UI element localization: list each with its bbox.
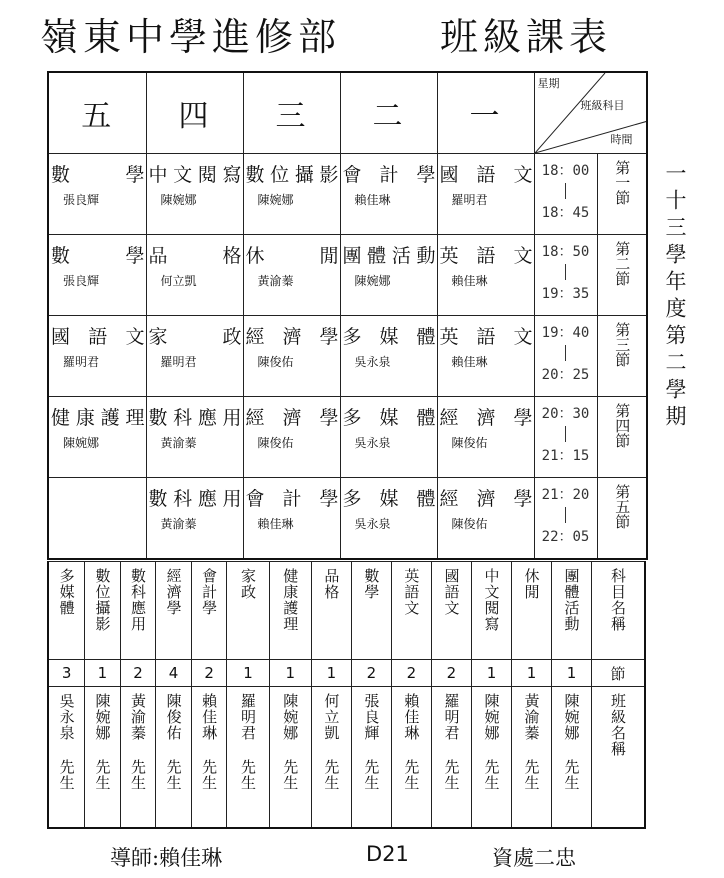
subject-char: 計: [379, 164, 399, 186]
teacher-name: 陳婉娜: [354, 274, 391, 288]
course-teacher: 何立凱: [322, 693, 341, 741]
summary-periods-cell: 1: [551, 660, 591, 687]
subject-char: 科: [173, 407, 193, 429]
course-name: 中文閱寫: [482, 568, 501, 632]
summary-teacher-cell: [85, 687, 121, 829]
summary-subject-cell: [551, 562, 591, 660]
subject-char: 媒: [379, 326, 399, 348]
subject-name: [49, 397, 146, 430]
honorific: 先生: [57, 759, 76, 791]
class-name: 資處二忠: [492, 846, 576, 870]
subject-char: 學: [125, 245, 145, 267]
summary-subject-cell: [351, 562, 391, 660]
course-name: 國語文: [442, 568, 461, 616]
period-row: [48, 154, 647, 235]
subject-char: 健: [51, 407, 71, 429]
teacher-name: 賴佳琳: [354, 193, 391, 207]
schedule-cell: [437, 478, 534, 560]
subject-char: 體: [416, 326, 436, 348]
course-teacher: 吳永泉: [57, 693, 76, 741]
subject-name: [341, 478, 437, 511]
course-teacher: 陳婉娜: [281, 693, 300, 741]
subject-name: [244, 316, 340, 349]
teacher-name: 陳婉娜: [63, 436, 100, 450]
summary-periods-cell: 1: [511, 660, 551, 687]
course-teacher: 陳婉娜: [93, 693, 112, 741]
period-label: 第二節: [613, 241, 632, 286]
subject-char: 濟: [282, 326, 302, 348]
subject-char: 學: [319, 326, 339, 348]
header-row: [48, 72, 647, 154]
teacher-name: 陳俊佑: [451, 436, 488, 450]
subject-char: 科: [173, 488, 193, 510]
subject-name: [438, 397, 534, 430]
period-row: [48, 316, 647, 397]
summary-periods-cell: 1: [471, 660, 511, 687]
class-code: D21: [366, 842, 409, 866]
schedule-cell: [437, 154, 534, 235]
subject-char: 團: [342, 245, 362, 267]
subject-char: 數: [245, 164, 265, 186]
teacher-name: 吳永泉: [354, 436, 391, 450]
subject-name: [147, 316, 243, 349]
subject-char: 經: [245, 326, 265, 348]
summary-subject-cell: [511, 562, 551, 660]
subject-char: 媒: [379, 407, 399, 429]
subject-char: 英: [439, 326, 459, 348]
subject-char: 國: [439, 164, 459, 186]
honorific: 先生: [562, 759, 581, 791]
start-time: 18：00: [541, 163, 590, 179]
subject-char: 政: [222, 326, 242, 348]
subject-char: 語: [476, 164, 496, 186]
summary-periods-cell: 1: [227, 660, 269, 687]
subject-char: 活: [391, 245, 411, 267]
period-row: [48, 397, 647, 478]
period-cell: [597, 316, 647, 397]
time-cell: [534, 154, 597, 235]
course-summary-table: [47, 561, 646, 829]
course-name: 經濟學: [164, 568, 183, 616]
subject-char: 體: [416, 407, 436, 429]
subject-name: [147, 397, 243, 430]
summary-periods-cell: 2: [351, 660, 391, 687]
period-cell: [597, 397, 647, 478]
time-cell: [534, 478, 597, 560]
schedule-cell: [48, 478, 146, 560]
subject-name: [341, 316, 437, 349]
day-label: 三: [275, 99, 308, 134]
summary-subject-cell: [191, 562, 227, 660]
course-teacher: 陳俊佑: [164, 693, 183, 741]
summary-teacher-cell: [120, 687, 156, 829]
course-teacher: 羅明君: [442, 693, 461, 741]
day-header: [437, 72, 534, 154]
subject-char: 學: [319, 407, 339, 429]
document-title: 班級課表: [440, 15, 613, 59]
start-time: 21：20: [541, 487, 590, 503]
summary-periods-cell: 2: [120, 660, 156, 687]
subject-char: 媒: [379, 488, 399, 510]
subject-char: 會: [342, 164, 362, 186]
subject-char: 經: [245, 407, 265, 429]
subject-char: 學: [416, 164, 436, 186]
course-name: 數學: [362, 568, 381, 600]
course-name: 團體活動: [562, 568, 581, 632]
schedule-cell: [243, 478, 340, 560]
summary-periods-cell: 3: [48, 660, 85, 687]
subject-char: 用: [222, 488, 242, 510]
period-cell: [597, 154, 647, 235]
honorific: 先生: [362, 759, 381, 791]
teacher-name: [49, 484, 146, 488]
subject-char: 計: [282, 488, 302, 510]
teacher-name: 羅明君: [63, 355, 100, 369]
summary-periods-cell: 1: [311, 660, 351, 687]
time-separator: [565, 345, 566, 361]
summary-periods-cell: 1: [85, 660, 121, 687]
schedule-cell: [48, 154, 146, 235]
course-teacher: 羅明君: [239, 693, 258, 741]
subject-name: [244, 478, 340, 511]
subject-name: [147, 478, 243, 511]
subject-char: 用: [222, 407, 242, 429]
subject-name: [244, 235, 340, 268]
subject-char: 英: [439, 245, 459, 267]
summary-teacher-cell: [431, 687, 471, 829]
subject-char: 動: [416, 245, 436, 267]
summary-teacher-cell: [156, 687, 192, 829]
summary-periods-cell: 1: [269, 660, 311, 687]
schedule-cell: [146, 478, 243, 560]
schedule-cell: [340, 397, 437, 478]
summary-teacher-cell: [351, 687, 391, 829]
teacher-name: 張良輝: [63, 274, 100, 288]
schedule-cell: [48, 316, 146, 397]
subject-name: [49, 316, 146, 349]
honorific: 先生: [281, 759, 300, 791]
subject-char: 格: [222, 245, 242, 267]
schedule-cell: [437, 316, 534, 397]
subject-char: 濟: [476, 407, 496, 429]
summary-subject-cell: [431, 562, 471, 660]
summary-row-label: 節: [592, 660, 646, 687]
course-name: 英語文: [402, 568, 421, 616]
start-time: 20：30: [541, 406, 590, 422]
subject-name: [438, 478, 534, 511]
teacher-name: 張良輝: [63, 193, 100, 207]
course-name: 休閒: [522, 568, 541, 600]
subject-name: [341, 235, 437, 268]
subject-char: 濟: [476, 488, 496, 510]
course-name: 數科應用: [129, 568, 148, 632]
term-label: 一十三學年度第二學期: [663, 162, 687, 432]
day-label: 五: [81, 99, 114, 134]
subject-char: 品: [148, 245, 168, 267]
end-time: 19：35: [541, 286, 590, 302]
summary-subject-cell: [227, 562, 269, 660]
summary-periods-cell: 2: [431, 660, 471, 687]
summary-row-label: [592, 562, 646, 660]
school-title: 嶺東中學進修部: [40, 15, 342, 59]
subject-char: 體: [416, 488, 436, 510]
corner-time-label: 時間: [610, 133, 633, 146]
time-separator: [565, 264, 566, 280]
subject-char: 多: [342, 407, 362, 429]
period-label: 第三節: [613, 322, 632, 367]
subject-char: 語: [88, 326, 108, 348]
subject-char: 文: [173, 164, 193, 186]
honorific: 先生: [93, 759, 112, 791]
period-cell: [597, 478, 647, 560]
course-name: 健康護理: [281, 568, 300, 632]
subject-char: 多: [342, 488, 362, 510]
time-separator: [565, 507, 566, 523]
day-header: [340, 72, 437, 154]
day-header: [48, 72, 146, 154]
time-separator: [565, 183, 566, 199]
schedule-cell: [340, 478, 437, 560]
teacher-name: 吳永泉: [354, 517, 391, 531]
time-cell: [534, 235, 597, 316]
subject-char: 會: [245, 488, 265, 510]
course-teacher: 張良輝: [362, 693, 381, 741]
day-label: 四: [178, 99, 211, 134]
schedule-cell: [437, 235, 534, 316]
subject-name: [147, 154, 243, 187]
summary-periods-cell: 2: [391, 660, 431, 687]
subject-name: [341, 397, 437, 430]
summary-row: [48, 660, 645, 687]
honorific: 先生: [482, 759, 501, 791]
course-name: 數位攝影: [93, 568, 112, 632]
schedule-cell: [243, 154, 340, 235]
schedule-table: [47, 71, 648, 560]
summary-row: [48, 562, 645, 660]
schedule-cell: [146, 316, 243, 397]
teacher-name: 黃渝蓁: [160, 517, 197, 531]
subject-char: 文: [513, 245, 533, 267]
summary-periods-cell: 4: [156, 660, 192, 687]
row-label-text: 科目名稱: [609, 568, 627, 632]
summary-teacher-cell: [191, 687, 227, 829]
subject-char: 閱: [197, 164, 217, 186]
subject-name: [438, 235, 534, 268]
honorific: 先生: [164, 759, 183, 791]
honorific: 先生: [522, 759, 541, 791]
subject-char: 學: [513, 488, 533, 510]
start-time: 18：50: [541, 244, 590, 260]
subject-char: 體: [367, 245, 387, 267]
schedule-cell: [243, 316, 340, 397]
subject-char: 經: [439, 488, 459, 510]
subject-char: 休: [245, 245, 265, 267]
schedule-cell: [437, 397, 534, 478]
subject-char: 文: [513, 164, 533, 186]
schedule-cell: [146, 397, 243, 478]
subject-char: 攝: [294, 164, 314, 186]
summary-teacher-cell: [511, 687, 551, 829]
summary-teacher-cell: [311, 687, 351, 829]
corner-day-label: 星期: [537, 77, 560, 90]
honorific: 先生: [322, 759, 341, 791]
summary-subject-cell: [48, 562, 85, 660]
course-teacher: 黃渝蓁: [129, 693, 148, 741]
schedule-cell: [146, 235, 243, 316]
end-time: 21：15: [541, 448, 590, 464]
subject-char: 應: [197, 488, 217, 510]
subject-char: 中: [148, 164, 168, 186]
teacher-name: 黃渝蓁: [160, 436, 197, 450]
teacher-name: 陳俊佑: [257, 436, 294, 450]
summary-teacher-cell: [227, 687, 269, 829]
subject-char: 文: [513, 326, 533, 348]
summary-row: [48, 687, 645, 829]
period-label: 第四節: [613, 403, 632, 448]
subject-name: [49, 154, 146, 187]
time-separator: [565, 426, 566, 442]
subject-char: 濟: [282, 407, 302, 429]
schedule-cell: [243, 397, 340, 478]
course-name: 多媒體: [57, 568, 76, 616]
row-label-text: 班級名稱: [609, 693, 627, 757]
period-cell: [597, 235, 647, 316]
day-label: 二: [372, 99, 405, 134]
subject-char: 理: [125, 407, 145, 429]
course-teacher: 黃渝蓁: [522, 693, 541, 741]
subject-char: 學: [125, 164, 145, 186]
teacher-name: 陳婉娜: [257, 193, 294, 207]
time-cell: [534, 397, 597, 478]
period-row: [48, 235, 647, 316]
end-time: 20：25: [541, 367, 590, 383]
honorific: 先生: [200, 759, 219, 791]
summary-teacher-cell: [48, 687, 85, 829]
day-header: [243, 72, 340, 154]
teacher-name: 羅明君: [451, 193, 488, 207]
end-time: 22：05: [541, 529, 590, 545]
schedule-cell: [340, 316, 437, 397]
subject-char: 康: [75, 407, 95, 429]
subject-char: 國: [51, 326, 71, 348]
subject-char: 寫: [222, 164, 242, 186]
header-corner: [534, 72, 647, 154]
teacher-name: 陳俊佑: [451, 517, 488, 531]
subject-char: 影: [319, 164, 339, 186]
subject-name: [147, 235, 243, 268]
summary-teacher-cell: [471, 687, 511, 829]
teacher-name: 吳永泉: [354, 355, 391, 369]
subject-name: [438, 316, 534, 349]
schedule-cell: [340, 235, 437, 316]
period-label: 第五節: [613, 484, 632, 529]
subject-char: 數: [148, 488, 168, 510]
honorific: 先生: [239, 759, 258, 791]
subject-char: 應: [197, 407, 217, 429]
honorific: 先生: [442, 759, 461, 791]
summary-subject-cell: [156, 562, 192, 660]
teacher-name: 賴佳琳: [257, 517, 294, 531]
course-name: 品格: [322, 568, 341, 600]
course-teacher: 賴佳琳: [200, 693, 219, 741]
summary-subject-cell: [311, 562, 351, 660]
subject-name: [244, 154, 340, 187]
schedule-cell: [48, 397, 146, 478]
start-time: 19：40: [541, 325, 590, 341]
summary-periods-cell: 2: [191, 660, 227, 687]
summary-subject-cell: [269, 562, 311, 660]
subject-char: 學: [319, 488, 339, 510]
time-cell: [534, 316, 597, 397]
period-label: 第一節: [613, 160, 632, 205]
teacher-name: 羅明君: [160, 355, 197, 369]
schedule-cell: [340, 154, 437, 235]
summary-subject-cell: [120, 562, 156, 660]
subject-name: [244, 397, 340, 430]
subject-name: [341, 154, 437, 187]
day-label: 一: [469, 99, 502, 134]
summary-subject-cell: [391, 562, 431, 660]
subject-char: 家: [148, 326, 168, 348]
course-name: 家政: [239, 568, 258, 600]
teacher-name: 賴佳琳: [451, 355, 488, 369]
subject-char: 數: [51, 164, 71, 186]
summary-subject-cell: [471, 562, 511, 660]
subject-name: [49, 235, 146, 268]
subject-name: [438, 154, 534, 187]
course-teacher: 陳婉娜: [482, 693, 501, 741]
period-row: [48, 478, 647, 560]
summary-teacher-cell: [551, 687, 591, 829]
end-time: 18：45: [541, 205, 590, 221]
subject-char: 學: [513, 407, 533, 429]
corner-class-label: 班級科目: [580, 99, 625, 112]
subject-char: 位: [270, 164, 290, 186]
course-teacher: 賴佳琳: [402, 693, 421, 741]
subject-char: 語: [476, 245, 496, 267]
teacher-name: 陳婉娜: [160, 193, 197, 207]
schedule-cell: [48, 235, 146, 316]
teacher-name: 何立凱: [160, 274, 197, 288]
teacher-name: 黃渝蓁: [257, 274, 294, 288]
subject-char: 數: [148, 407, 168, 429]
schedule-cell: [146, 154, 243, 235]
subject-char: 語: [476, 326, 496, 348]
honorific: 先生: [402, 759, 421, 791]
subject-char: 多: [342, 326, 362, 348]
day-header: [146, 72, 243, 154]
subject-char: 經: [439, 407, 459, 429]
mentor-label: 導師:賴佳琳: [110, 846, 223, 870]
summary-teacher-cell: [391, 687, 431, 829]
subject-char: 文: [125, 326, 145, 348]
schedule-cell: [243, 235, 340, 316]
subject-char: 閒: [319, 245, 339, 267]
summary-teacher-cell: [269, 687, 311, 829]
teacher-name: 賴佳琳: [451, 274, 488, 288]
summary-row-label: [592, 687, 646, 829]
course-name: 會計學: [200, 568, 219, 616]
course-teacher: 陳婉娜: [562, 693, 581, 741]
subject-char: 護: [100, 407, 120, 429]
subject-char: 數: [51, 245, 71, 267]
teacher-name: 陳俊佑: [257, 355, 294, 369]
honorific: 先生: [129, 759, 148, 791]
summary-subject-cell: [85, 562, 121, 660]
